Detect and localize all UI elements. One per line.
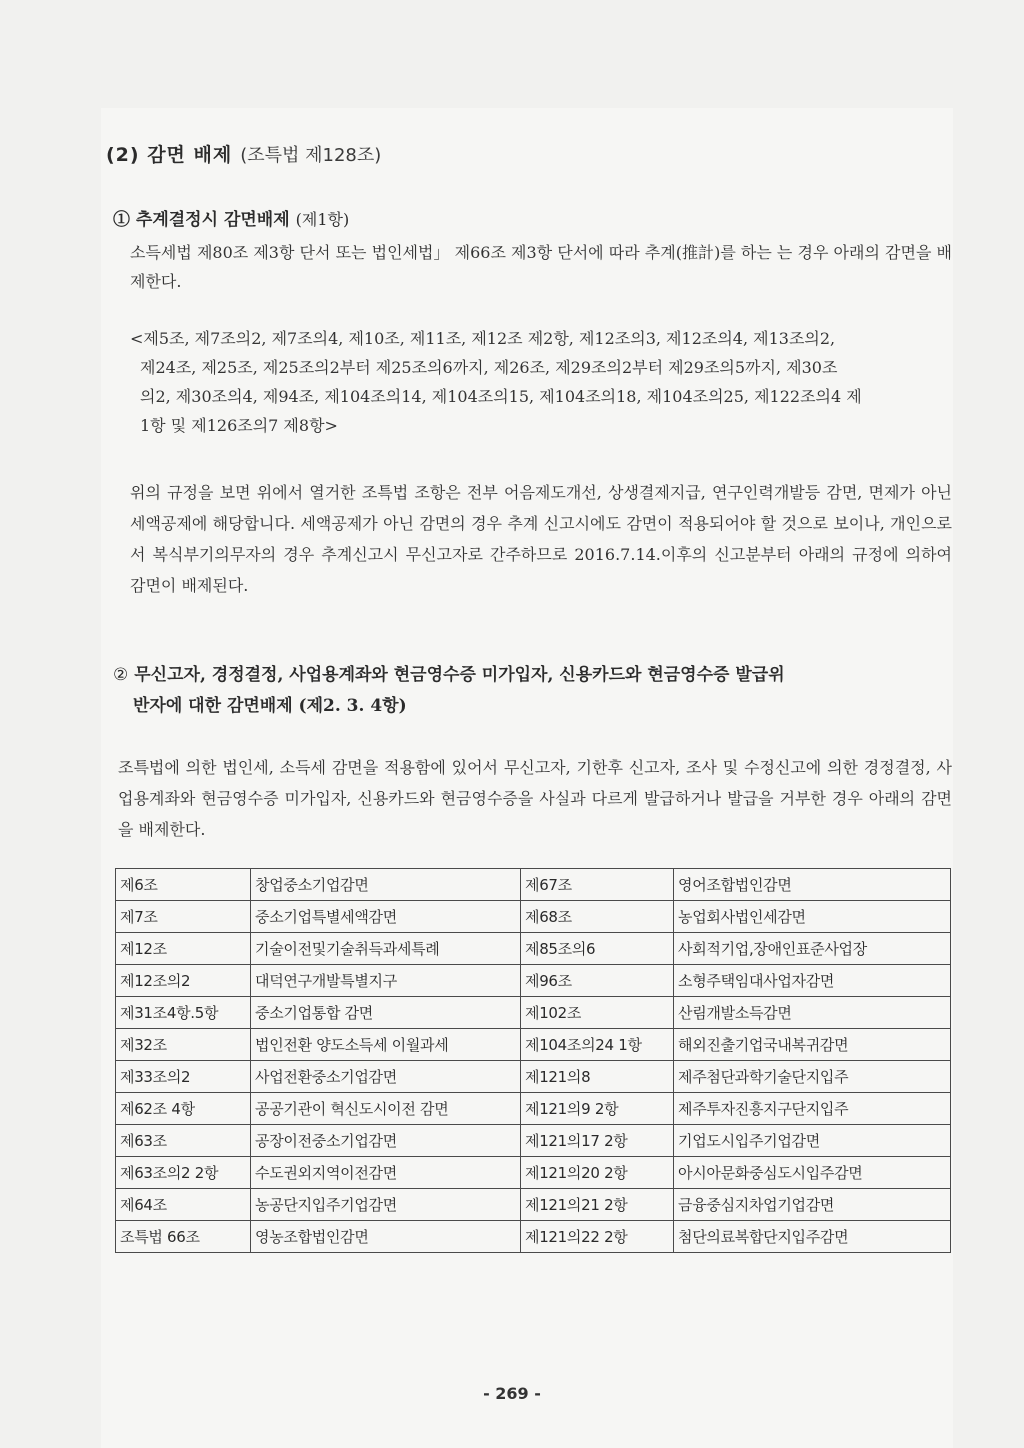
reduction-name-cell: 중소기업통합 감면 xyxy=(251,997,521,1029)
excluded-articles-list xyxy=(130,324,952,440)
reduction-name-cell: 소형주택임대사업자감면 xyxy=(674,965,951,997)
reduction-name-cell: 사회적기업,장애인표준사업장 xyxy=(674,933,951,965)
article-cell: 조특법 66조 xyxy=(116,1221,251,1253)
reduction-name-cell: 법인전환 양도소득세 이월과세 xyxy=(251,1029,521,1061)
excluded-articles-line: 의2, 제30조의4, 제94조, 제104조의14, 제104조의15, 제104조의18, 제104조의25, 제122조의4 제 xyxy=(140,387,862,406)
table-row xyxy=(116,1221,951,1253)
subsection-2-title-line-2: 반자에 대한 감면배제 (제2. 3. 4항) xyxy=(133,696,407,716)
subsection-2-paragraph: 조특법에 의한 법인세, 소득세 감면을 적용함에 있어서 무신고자, 기한후 신고자, 조사 및 수정신고에 의한 경정결정, 사업용계좌와 현금영수증 미가입자, 신용카드와 현금영수증을 사실과 다르게 발급하거나 발급을 거부한 경우 아래의 감면을 배제한다. xyxy=(118,758,952,839)
article-cell: 제121의21 2항 xyxy=(521,1189,674,1221)
reduction-name-cell: 아시아문화중심도시입주감면 xyxy=(674,1157,951,1189)
article-cell: 제96조 xyxy=(521,965,674,997)
subsection-2-title-line-1: 무신고자, 경정결정, 사업용계좌와 현금영수증 미가입자, 신용카드와 현금영수증 발급위 xyxy=(134,665,785,685)
excluded-articles-line: 제24조, 제25조, 제25조의2부터 제25조의6까지, 제26조, 제29조의2부터 제29조의5까지, 제30조 xyxy=(140,358,838,377)
article-cell: 제6조 xyxy=(116,869,251,901)
article-cell: 제31조4항.5항 xyxy=(116,997,251,1029)
reduction-name-cell: 중소기업특별세액감면 xyxy=(251,901,521,933)
article-cell: 제33조의2 xyxy=(116,1061,251,1093)
excluded-articles-line: 1항 및 제126조의7 제8항> xyxy=(140,416,338,435)
article-cell: 제62조 4항 xyxy=(116,1093,251,1125)
reduction-name-cell: 사업전환중소기업감면 xyxy=(251,1061,521,1093)
table-row xyxy=(116,965,951,997)
section-title xyxy=(106,140,381,167)
section-title-text: (2) 감면 배제 xyxy=(106,144,233,166)
reduction-name-cell: 공장이전중소기업감면 xyxy=(251,1125,521,1157)
reduction-name-cell: 산림개발소득감면 xyxy=(674,997,951,1029)
reduction-name-cell: 해외진출기업국내복귀감면 xyxy=(674,1029,951,1061)
reduction-name-cell: 기술이전및기술취득과세특례 xyxy=(251,933,521,965)
article-cell: 제121의17 2항 xyxy=(521,1125,674,1157)
article-cell: 제7조 xyxy=(116,901,251,933)
article-cell: 제102조 xyxy=(521,997,674,1029)
table-row xyxy=(116,1061,951,1093)
article-cell: 제121의22 2항 xyxy=(521,1221,674,1253)
article-cell: 제67조 xyxy=(521,869,674,901)
article-cell: 제63조의2 2항 xyxy=(116,1157,251,1189)
subsection-1-paragraph: 소득세법 제80조 제3항 단서 또는 법인세법」 제66조 제3항 단서에 따라 추계(推計)를 하는 는 경우 아래의 감면을 배제한다. xyxy=(130,243,952,291)
subsection-2-number: ② xyxy=(113,665,129,685)
reduction-name-cell: 첨단의료복합단지입주감면 xyxy=(674,1221,951,1253)
article-cell: 제64조 xyxy=(116,1189,251,1221)
reduction-name-cell: 수도권외지역이전감면 xyxy=(251,1157,521,1189)
reduction-name-cell: 공공기관이 혁신도시이전 감면 xyxy=(251,1093,521,1125)
table-row xyxy=(116,1125,951,1157)
section-title-ref: (조특법 제128조) xyxy=(240,145,382,166)
article-cell: 제63조 xyxy=(116,1125,251,1157)
reduction-name-cell: 영어조합법인감면 xyxy=(674,869,951,901)
table-row xyxy=(116,1093,951,1125)
subsection-1-title xyxy=(113,205,349,230)
table-row xyxy=(116,901,951,933)
article-cell: 제104조의24 1항 xyxy=(521,1029,674,1061)
article-cell: 제121의20 2항 xyxy=(521,1157,674,1189)
reduction-name-cell: 창업중소기업감면 xyxy=(251,869,521,901)
page-number: - 269 - xyxy=(483,1384,541,1403)
reduction-name-cell: 제주첨단과학기술단지입주 xyxy=(674,1061,951,1093)
reduction-name-cell: 금융중심지차업기업감면 xyxy=(674,1189,951,1221)
reduction-name-cell: 농업회사법인세감면 xyxy=(674,901,951,933)
table-row xyxy=(116,869,951,901)
reduction-name-cell: 농공단지입주기업감면 xyxy=(251,1189,521,1221)
article-cell: 제121의8 xyxy=(521,1061,674,1093)
reduction-name-cell: 영농조합법인감면 xyxy=(251,1221,521,1253)
table-row xyxy=(116,933,951,965)
reduction-name-cell: 기업도시입주기업감면 xyxy=(674,1125,951,1157)
excluded-articles-line: <제5조, 제7조의2, 제7조의4, 제10조, 제11조, 제12조 제2항, 제12조의3, 제12조의4, 제13조의2, xyxy=(130,329,836,348)
subsection-1-title-text: ① 추계결정시 감면배제 xyxy=(113,210,290,230)
reduction-name-cell: 대덕연구개발특별지구 xyxy=(251,965,521,997)
article-cell: 제85조의6 xyxy=(521,933,674,965)
table-row xyxy=(116,1157,951,1189)
article-cell: 제68조 xyxy=(521,901,674,933)
reduction-name-cell: 제주투자진흥지구단지입주 xyxy=(674,1093,951,1125)
subsection-2-title xyxy=(113,660,953,722)
article-cell: 제12조 xyxy=(116,933,251,965)
exclusion-table xyxy=(115,868,951,1253)
table-row xyxy=(116,997,951,1029)
table-row xyxy=(116,1029,951,1061)
article-cell: 제32조 xyxy=(116,1029,251,1061)
table-row xyxy=(116,1189,951,1221)
article-cell: 제121의9 2항 xyxy=(521,1093,674,1125)
subsection-1-title-ref: (제1항) xyxy=(295,210,350,229)
article-cell: 제12조의2 xyxy=(116,965,251,997)
subsection-1-paragraph-2: 위의 규정을 보면 위에서 열거한 조특법 조항은 전부 어음제도개선, 상생결제지급, 연구인력개발등 감면, 면제가 아닌 세액공제에 해당합니다. 세액공제가 아닌 감면의 경우 추계 신고시에도 감면이 적용되어야 할 것으로 보이나, 개인으로서 복식부기의무자의 경우 추계신고시 무신고자로 간주하므로 2016.7.14.이후의 신고분부터 아래의 규정에 의하여 감면이 배제된다. xyxy=(130,483,952,595)
